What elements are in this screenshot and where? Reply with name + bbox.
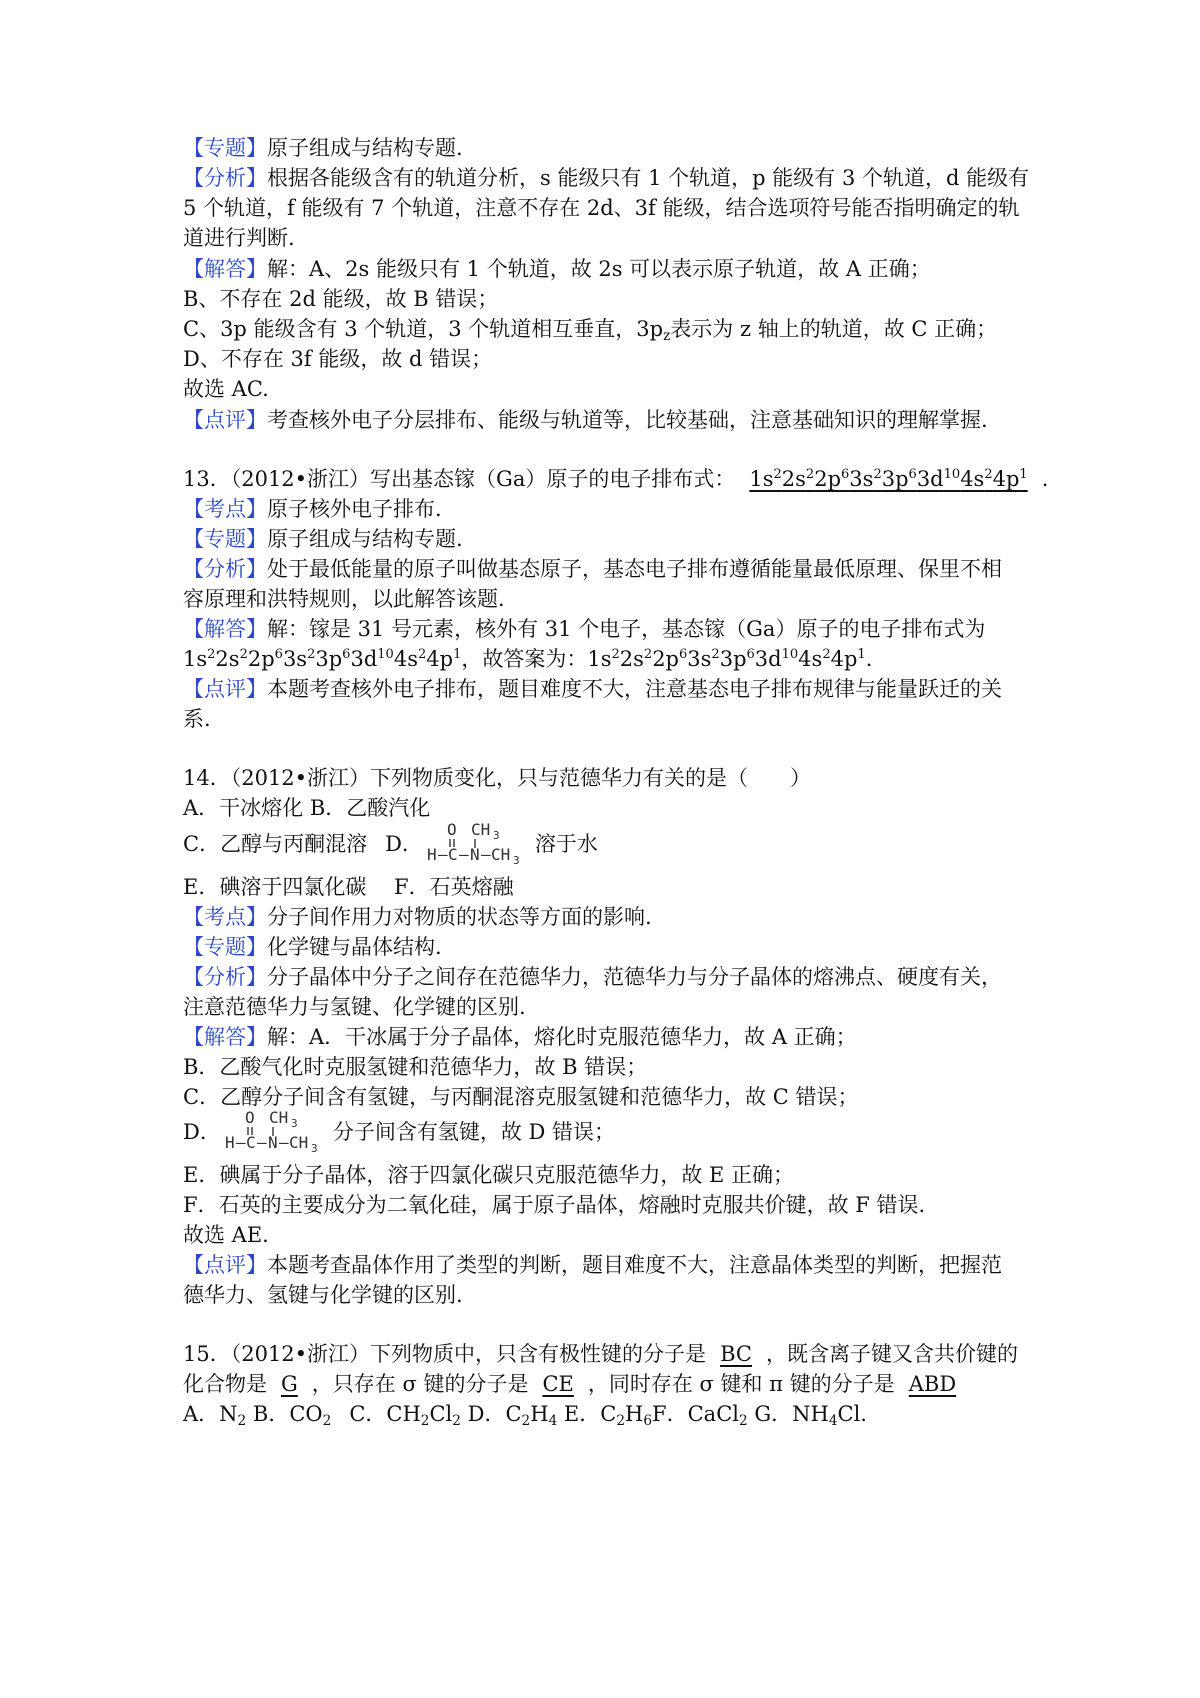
q14-comment-2: 德华力、氢键与化学键的区别.	[183, 1283, 463, 1307]
svg-text:–: –	[256, 1133, 267, 1152]
dmf-structure-image	[221, 1108, 333, 1158]
q15-blank-4: ABD	[908, 1372, 957, 1396]
q15-options: A．$N_2$ B．$CO_2$ C．$CH_2Cl_2$ D．$C_2H_4$ E．$C_2H_6F$．CaCl$_2$ G．$NH_4Cl$.	[183, 1402, 867, 1429]
svg-text:CH: CH	[490, 845, 511, 864]
q14-answer-4: D． O CH 3 H – C – N – CH 3 分子间含有氢键，故 D 错误；	[183, 1106, 615, 1158]
q13-comment-2: 系.	[183, 707, 211, 731]
svg-text:C: C	[245, 1133, 256, 1152]
svg-text:3: 3	[492, 829, 500, 842]
svg-text:O: O	[446, 820, 457, 839]
tag-answer: 【解答】	[183, 1025, 267, 1049]
svg-text:3: 3	[290, 1117, 298, 1130]
svg-text:–: –	[458, 845, 469, 864]
q12-comment-line	[183, 404, 988, 436]
q15-blank-2: G	[281, 1372, 298, 1396]
q13-analysis-line: 【分析】处于最低能量的原子叫做基态原子，基态电子排布遵循能量最低原理、保里不相	[183, 557, 1002, 581]
dmf-structure-image	[423, 820, 535, 870]
q12-comment: 考查核外电子分层排布、能级与轨道等，比较基础，注意基础知识的理解掌握.	[267, 408, 988, 432]
q12-answer-4: D、不存在 3f 能级，故 d 错误；	[183, 347, 493, 371]
tag-analysis: 【分析】	[183, 965, 267, 989]
q15-stem-1: 15．（2012•浙江）下列物质中，只含有极性键的分子是 BC ，既含离子键又含共价键的	[183, 1338, 1018, 1370]
svg-text:O: O	[244, 1108, 255, 1127]
q14-answer-7: 故选 AE.	[183, 1223, 269, 1247]
q12-analysis-line	[183, 162, 1029, 194]
q13-topic-line: 【专题】原子组成与结构专题.	[183, 527, 463, 551]
tag-analysis: 【分析】	[183, 557, 267, 581]
q14-point-line: 【考点】分子间作用力对物质的状态等方面的影响.	[183, 905, 652, 929]
svg-text:N: N	[469, 845, 480, 864]
svg-text:CH: CH	[470, 820, 491, 839]
q12-answer-1: 解：A、2s 能级只有 1 个轨道，故 2s 可以表示原子轨道，故 A 正确；	[267, 257, 931, 281]
q12-answer-5: 故选 AC.	[183, 377, 269, 401]
svg-text:H: H	[426, 845, 437, 864]
q14-comment-line: 【点评】本题考查晶体作用了类型的判断，题目难度不大，注意晶体类型的判断，把握范	[183, 1253, 1002, 1277]
svg-text:–: –	[235, 1133, 246, 1152]
q14-stem: 14．（2012•浙江）下列物质变化，只与范德华力有关的是（ ）	[183, 766, 812, 790]
q15-blank-3: CE	[542, 1372, 574, 1396]
svg-text:–: –	[278, 1133, 289, 1152]
q12-answer-2: B、不存在 2d 能级，故 B 错误；	[183, 287, 499, 311]
q12-topic: 原子组成与结构专题.	[267, 136, 463, 160]
tag-comment: 【点评】	[183, 408, 267, 432]
svg-text:3: 3	[310, 1142, 318, 1155]
tag-analysis: 【分析】	[183, 166, 267, 190]
q14-answer-3: C．乙醇分子间含有氢键，与丙酮混溶克服氢键和范德华力，故 C 错误；	[183, 1085, 859, 1109]
tag-point: 【考点】	[183, 905, 267, 929]
q14-topic-line: 【专题】化学键与晶体结构.	[183, 935, 442, 959]
svg-text:C: C	[447, 845, 458, 864]
q12-analysis-1: 根据各能级含有的轨道分析，s 能级只有 1 个轨道，p 能级有 3 个轨道，d 能级有	[267, 166, 1030, 190]
tag-point: 【考点】	[183, 497, 267, 521]
svg-text:–: –	[437, 845, 448, 864]
q14-analysis-line: 【分析】分子晶体中分子之间存在范德华力，范德华力与分子晶体的熔沸点、硬度有关，	[183, 965, 1002, 989]
q14-options-cd: C．乙醇与丙酮混溶 D． O CH 3 H – C – N – CH 3 溶于水	[183, 818, 598, 870]
tag-topic: 【专题】	[183, 935, 267, 959]
tag-answer: 【解答】	[183, 257, 267, 281]
svg-text:3: 3	[512, 854, 520, 867]
q12-answer-3: C、3p 能级含有 3 个轨道，3 个轨道相互垂直，$3p_z$表示为 z 轴上的轨道，故 C 正确；	[183, 317, 998, 344]
q15-stem-2: 化合物是 G ，只存在 σ 键的分子是 CE ，同时存在 σ 键和 π 键的分子是 ABD	[183, 1368, 970, 1400]
svg-text:N: N	[267, 1133, 278, 1152]
tag-comment: 【点评】	[183, 677, 267, 701]
q14-options-ab: A．干冰熔化 B．乙酸汽化	[183, 796, 431, 820]
q13-comment-line: 【点评】本题考查核外电子排布，题目难度不大，注意基态电子排布规律与能量跃迁的关	[183, 677, 1002, 701]
tag-answer: 【解答】	[183, 617, 267, 641]
q13-stem: 13．（2012•浙江）写出基态镓（Ga）原子的电子排布式： $1s^22s^22p^63s^23p^63d^{10}4s^24p^1$ .	[183, 463, 1048, 495]
svg-text:CH: CH	[268, 1108, 289, 1127]
q12-topic-line	[183, 132, 463, 164]
q14-options-ef: E．碘溶于四氯化碳 F．石英熔融	[183, 875, 514, 899]
q12-analysis-2: 5 个轨道，f 能级有 7 个轨道，注意不存在 2d、3f 能级，结合选项符号能否指明确定的轨	[183, 196, 1020, 220]
q14-answer-2: B．乙酸气化时克服氢键和范德华力，故 B 错误；	[183, 1055, 648, 1079]
tag-topic: 【专题】	[183, 136, 267, 160]
svg-text:–: –	[480, 845, 491, 864]
q12-analysis-3: 道进行判断.	[183, 226, 295, 250]
q15-blank-1: BC	[720, 1342, 752, 1366]
q13-point-line: 【考点】原子核外电子排布.	[183, 497, 442, 521]
svg-text:H: H	[224, 1133, 235, 1152]
q14-answer-line: 【解答】解：A．干冰属于分子晶体，熔化时克服范德华力，故 A 正确；	[183, 1025, 857, 1049]
q12-answer-line	[183, 253, 931, 285]
q13-answer-line: 【解答】解：镓是 31 号元素，核外有 31 个电子，基态镓（Ga）原子的电子排布式为	[183, 617, 986, 641]
q13-analysis-2: 容原理和洪特规则，以此解答该题.	[183, 587, 505, 611]
tag-comment: 【点评】	[183, 1253, 267, 1277]
q14-answer-6: F．石英的主要成分为二氧化硅，属于原子晶体，熔融时克服共价键，故 F 错误.	[183, 1193, 926, 1217]
q13-answer-blank: $1s^22s^22p^63s^23p^63d^{10}4s^24p^1$	[749, 466, 1028, 491]
q13-answer-2: $1s^22s^22p^63s^23p^63d^{10}4s^24p^1$，故答案为：$1s^22s^22p^63s^23p^63d^{10}4s^24p^1$.	[183, 646, 873, 671]
q14-analysis-2: 注意范德华力与氢键、化学键的区别.	[183, 995, 526, 1019]
q14-answer-5: E．碘属于分子晶体，溶于四氯化碳只克服范德华力，故 E 正确；	[183, 1163, 795, 1187]
tag-topic: 【专题】	[183, 527, 267, 551]
svg-text:CH: CH	[288, 1133, 309, 1152]
